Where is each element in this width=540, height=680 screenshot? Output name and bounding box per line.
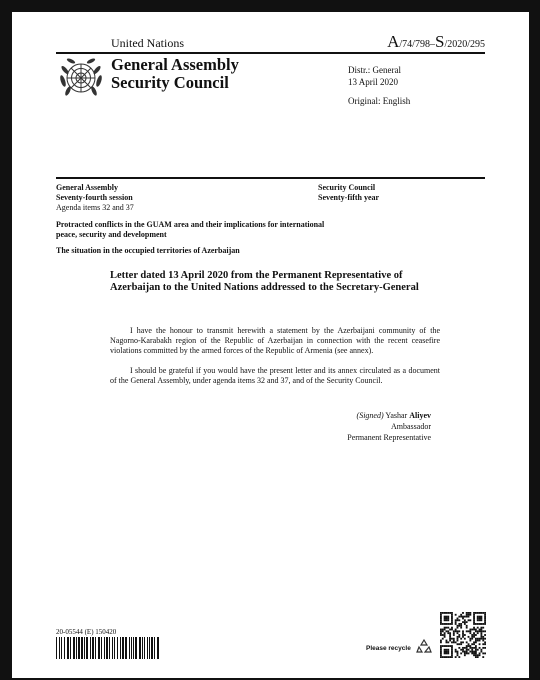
issue-date: 13 April 2020 — [348, 76, 399, 87]
org-name: United Nations — [111, 36, 184, 50]
symbol-a: A — [387, 32, 400, 51]
paragraph-1: I have the honour to transmit herewith a statement by the Azerbaijani community of the Nagorno-Karabakh region of the Republic of Azerbaijan in connection with the recent ceasefire violations committed by the armed forces of the Republic of Armenia (see annex). — [110, 326, 440, 355]
recycle-label: Please recycle — [366, 645, 411, 652]
ga-agenda: Agenda items 32 and 37 — [56, 203, 134, 212]
signer-first-name: Yashar — [385, 411, 408, 420]
paragraph-2: I should be grateful if you would have the present letter and its annex circulated as a document of the General Assembly, under agenda items 32 and 37, and of the Security Council. — [110, 366, 440, 385]
sc-year: Seventy-fifth year — [318, 193, 380, 202]
distribution-block — [348, 65, 401, 88]
ga-block — [56, 183, 134, 213]
distribution: Distr.: General — [348, 65, 401, 75]
section-rule — [56, 177, 485, 179]
agenda-item-azerbaijan: The situation in the occupied territories of Azerbaijan — [56, 246, 240, 255]
un-emblem-icon — [58, 55, 104, 101]
ga-name: General Assembly — [56, 183, 118, 192]
signer-position: Ambassador — [391, 422, 431, 431]
signature-block — [271, 410, 431, 443]
agenda-item-guam: Protracted conflicts in the GUAM area and their implications for international peace, security and development — [56, 220, 325, 239]
signature-line — [271, 410, 431, 421]
letter-title: Letter dated 13 April 2020 from the Permanent Representative of Azerbaijan to the United Nations addressed to the Secretary-General — [110, 270, 419, 293]
document-symbol — [387, 32, 485, 52]
symbol-s-number: /2020/295 — [444, 39, 485, 50]
organ-title — [111, 56, 239, 92]
barcode-icon — [56, 637, 160, 659]
job-number: 20-05544 (E) 150420 — [56, 628, 117, 636]
sc-block — [318, 183, 379, 203]
document-page — [12, 12, 529, 678]
symbol-s: S — [434, 32, 445, 51]
sc-name: Security Council — [318, 183, 376, 192]
original-language: Original: English — [348, 96, 411, 106]
symbol-a-number: /74/798– — [399, 39, 435, 50]
organ-line-ga: General Assembly — [111, 55, 239, 74]
ga-session: Seventy-fourth session — [56, 193, 133, 202]
recycle-icon — [416, 638, 432, 654]
signer-title: Permanent Representative — [347, 433, 431, 442]
header-rule — [56, 52, 485, 54]
signed-label: (Signed) — [356, 411, 384, 420]
qr-code-icon — [440, 612, 486, 658]
signer-last-name: Aliyev — [409, 411, 431, 420]
organ-line-sc: Security Council — [111, 73, 229, 92]
